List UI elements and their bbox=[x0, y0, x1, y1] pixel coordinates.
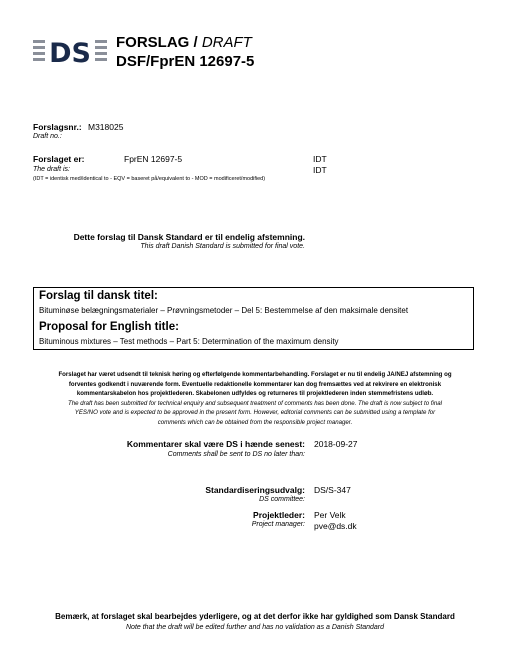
committee-value: DS/S-347 bbox=[314, 485, 351, 495]
deadline-label-en: Comments shall be sent to DS no later than: bbox=[167, 451, 305, 458]
english-title-heading: Proposal for English title: bbox=[39, 321, 179, 333]
notice-da-line: forventes godkendt i nuværende form. Eventuelle redaktionelle kommentarer kan dog fremsættes ved at rekvirere en elektronisk bbox=[68, 380, 442, 388]
deadline-label: Kommentarer skal være DS i hænde senest: bbox=[126, 439, 305, 449]
committee-label: Standardiseringsudvalg: bbox=[205, 485, 305, 495]
notice-da-line: Forslaget har været udsendt til teknisk høring og efterfølgende kommentarbehandling. Forslaget er nu til endelig JA/NEJ afstemning og bbox=[58, 371, 452, 378]
proposal-no-label-en: Draft no.: bbox=[33, 133, 62, 140]
proposal-no-label: Forslagsnr.: bbox=[33, 122, 82, 132]
proposal-is-label: Forslaget er: bbox=[33, 154, 85, 164]
proposal-is-relation: IDT bbox=[313, 154, 327, 164]
proposal-is-relation-en: IDT bbox=[313, 165, 327, 175]
committee-label-en: DS committee: bbox=[259, 496, 305, 503]
notice-da-line: kommentarskabelon hos projektlederen. Skabelonen udfyldes og returneres til projektlederen inden stemmefristens udløb. bbox=[76, 390, 434, 398]
titles-box bbox=[33, 287, 474, 350]
final-vote-en: This draft Danish Standard is submitted for final vote. bbox=[140, 243, 305, 250]
english-title: Bituminous mixtures – Test methods – Part 5: Determination of the maximum density bbox=[39, 337, 339, 346]
proposal-no-value: M318025 bbox=[88, 122, 124, 132]
proposal-is-label-en: The draft is: bbox=[33, 166, 70, 173]
footer-en: Note that the draft will be edited further and has no validation as a Danish Standard bbox=[126, 624, 384, 631]
proposal-is-value: FprEN 12697-5 bbox=[124, 154, 183, 164]
project-manager-label: Projektleder: bbox=[253, 510, 305, 520]
deadline-value: 2018-09-27 bbox=[314, 439, 358, 449]
footer-da: Bemærk, at forslaget skal bearbejdes yderligere, og at det derfor ikke har gyldighed som Dansk Standard bbox=[55, 612, 455, 621]
relation-legend: (IDT = identisk med/identical to - EQV = baseret på/equivalent to - MOD = modificeret/modified) bbox=[33, 176, 266, 182]
document-title: FORSLAG / DRAFT bbox=[116, 34, 252, 51]
project-manager-email[interactable]: pve@ds.dk bbox=[314, 521, 357, 531]
project-manager-label-en: Project manager: bbox=[251, 521, 305, 528]
notice bbox=[20, 370, 490, 428]
final-vote-da: Dette forslag til Dansk Standard er til endelig afstemning. bbox=[73, 232, 305, 242]
danish-title: Bituminøse belægningsmaterialer – Prøvningsmetoder – Del 5: Bestemmelse af den maksimale densitet bbox=[39, 306, 409, 315]
document-subtitle: DSF/FprEN 12697-5 bbox=[116, 53, 255, 70]
notice-en-line: The draft has been submitted for technical enquiry and subsequent treatment of comments has been done. The draft is now subject to final bbox=[68, 399, 442, 407]
ds-logo bbox=[33, 34, 109, 68]
project-manager-name: Per Velk bbox=[314, 510, 346, 520]
notice-en-line: YES/NO vote and is expected to be approved in the present form. However, editorial comments can be submitted using a template for bbox=[74, 409, 436, 417]
notice-en-line: comments which can be obtained from the responsible project manager. bbox=[157, 418, 353, 426]
danish-title-heading: Forslag til dansk titel: bbox=[39, 290, 158, 302]
svg-text:DS: DS bbox=[49, 38, 91, 68]
